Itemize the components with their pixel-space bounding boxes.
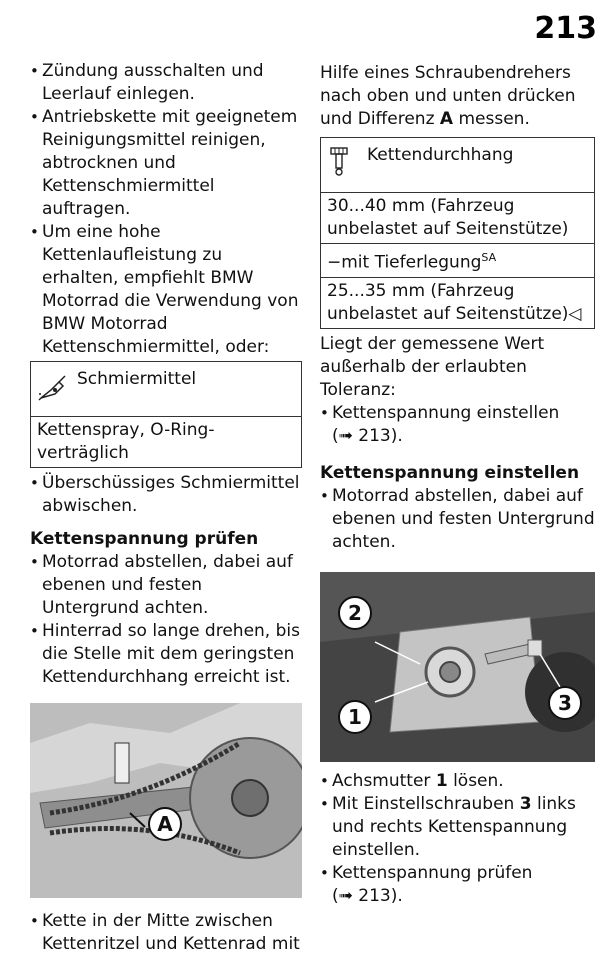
excess-list: [30, 472, 302, 518]
chain-sag-value-standard: 30...40 mm (Fahrzeug unbelastet auf Seitenstütze): [321, 192, 594, 243]
park-list: [320, 485, 595, 554]
list-item: • Überschüssiges Schmiermittel abwischen.: [30, 472, 302, 518]
list-item: • Kette in der Mitte zwischen Kettenritzel und Kettenrad mit: [30, 910, 302, 956]
lubricant-spec-title: Schmiermittel: [77, 369, 197, 389]
step1-pre: Achsmutter: [332, 770, 436, 791]
page-number: 213: [534, 11, 597, 46]
chain-sag-spec-header: [321, 138, 594, 192]
page-reference: (➟ 213).: [332, 425, 403, 446]
list-item: [320, 402, 595, 448]
final-list: [30, 910, 302, 956]
measure-text-post: messen.: [453, 109, 530, 129]
section-heading-adjust: Kettenspannung einstellen: [320, 462, 580, 483]
adjust-steps: [320, 770, 595, 908]
tolerance-note: Liegt der gemessene Wert außerhalb der erlaubten Toleranz:: [320, 333, 545, 400]
step1-bold: 1: [435, 770, 448, 791]
step1-post: lösen.: [447, 770, 504, 791]
prep-list: [30, 60, 302, 359]
adjuster-figure: [320, 572, 595, 762]
chain-figure: [30, 703, 302, 898]
lubricant-spec-box: [30, 361, 302, 468]
adjust-list: [320, 402, 595, 448]
measure-text-pre: Hilfe eines Schraubendrehers nach oben und unten drücken und Differenz: [320, 63, 576, 129]
list-item: • Zündung ausschalten und Leerlauf einlegen.: [30, 60, 302, 106]
list-item: • Um eine hohe Kettenlaufleistung zu erhalten, empfiehlt BMW Motorrad die Verwendung von BMW Motorrad Kettenschmiermittel, oder:: [30, 221, 302, 359]
gauge-icon: [327, 144, 359, 178]
step3-text: Kettenspannung prüfen: [332, 862, 533, 883]
list-item: [320, 862, 595, 908]
chain-sag-value-lowered: 25...35 mm (Fahrzeug unbelastet auf Seitenstütze)◁: [321, 277, 594, 328]
page-reference: (➟ 213).: [332, 885, 403, 906]
figure-callout-2: 2: [338, 596, 372, 630]
oil-can-icon: [37, 368, 69, 402]
list-item: [320, 793, 595, 862]
measure-text-bold: A: [439, 109, 454, 129]
step2-bold: 3: [519, 793, 532, 814]
step2-pre: Mit Einstellschrauben: [332, 793, 520, 814]
step2-post: links und rechts Kettenspannung einstellen.: [332, 793, 576, 860]
chain-illustration: [30, 703, 302, 898]
check-list: [30, 551, 302, 689]
figure-callout-3: 3: [548, 686, 582, 720]
lowered-label-sup: SA: [481, 251, 497, 264]
figure-callout-a: A: [148, 807, 182, 841]
list-item: • Antriebskette mit geeignetem Reinigungsmittel reinigen, abtrocknen und Kettenschmiermittel auftragen.: [30, 106, 302, 221]
lubricant-spec-value: Kettenspray, O-Ring-verträglich: [31, 416, 301, 467]
chain-sag-lowered-label: [321, 243, 594, 277]
left-column: [30, 60, 302, 956]
chain-sag-spec-title: Kettendurchhang: [367, 145, 514, 165]
lowered-label-text: −mit Tieferlegung: [327, 252, 482, 273]
right-column: [320, 62, 595, 908]
chain-sag-spec-box: [320, 137, 595, 329]
list-item: • Motorrad abstellen, dabei auf ebenen und festen Untergrund achten.: [320, 485, 595, 554]
list-item: • Hinterrad so lange drehen, bis die Stelle mit dem geringsten Kettendurchhang erreicht ist.: [30, 620, 302, 689]
section-heading-check: Kettenspannung prüfen: [30, 529, 259, 549]
list-item: • Motorrad abstellen, dabei auf ebenen und festen Untergrund achten.: [30, 551, 302, 620]
lubricant-spec-header: [31, 362, 301, 416]
adjust-link-text: Kettenspannung einstellen: [332, 402, 560, 423]
list-item: [320, 770, 595, 793]
figure-callout-1: 1: [338, 700, 372, 734]
measure-instruction: [320, 62, 595, 131]
